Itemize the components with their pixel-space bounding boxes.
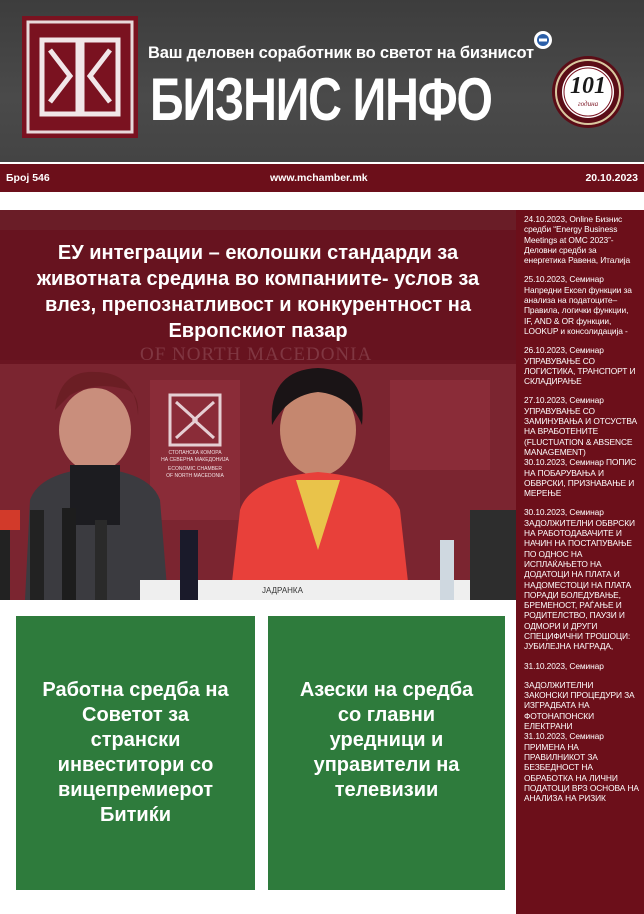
issue-number: Број 546 <box>6 172 50 184</box>
website-link[interactable]: www.mchamber.mk <box>270 172 368 184</box>
chamber-logo-icon <box>22 16 138 138</box>
event-item[interactable]: ЗАДОЛЖИТЕЛНИ ЗАКОНСКИ ПРОЦЕДУРИ ЗА ИЗГРАДБАТА НА ФОТОНАПОНСКИ ЕЛЕКТРАНИ <box>524 679 635 732</box>
tagline: Ваш деловен соработник во светот на бизнисот <box>148 44 534 62</box>
news-box-left[interactable] <box>16 616 255 890</box>
seal-number: 101 <box>570 73 606 99</box>
event-item[interactable]: 30.10.2023, Семинар ЗАДОЛЖИТЕЛНИ ОБВРСКИ НА РАБОТОДАВАЧИТЕ И НАЧИН НА ПОСТАПУВАЊЕ ПО ОДНОС НА ИСПЛАЌАЊЕТО НА ДОДАТОЦИ НА ПЛАТА И НАДОМЕСТОЦИ НА ПЛАТА ПОРАДИ БОЛЕДУВАЊЕ, БРЕМЕНОСТ, РАЃАЊЕ И РОДИТЕЛСТВО, ПАУЗИ И ОДМОРИ И ДРУГИ СПЕЦИФИЧНИ ТРОШОЦИ: ЈУБИЛЕЈНА НАГРАДА, <box>524 507 635 652</box>
issue-date: 20.10.2023 <box>585 172 638 184</box>
news-box-right[interactable] <box>268 616 505 890</box>
hero-article[interactable] <box>0 210 516 600</box>
photo-panel-line3: ECONOMIC CHAMBER <box>168 466 222 472</box>
info-bar <box>0 164 644 192</box>
brand-name: БИЗНИС ИНФО <box>150 66 492 133</box>
event-item[interactable]: 31.10.2023, Семинар ПРИМЕНА НА ПРАВИЛНИКОТ ЗА БЕЗБЕДНОСТ НА ОБРАБОТКА НА ЛИЧНИ ПОДАТОЦИ ВРЗ ОСНОВА НА АНАЛИЗА НА РИЗИК <box>524 731 639 804</box>
event-item[interactable]: 30.10.2023, Семинар ПОПИС НА ПОБАРУВАЊА И ОБВРСКИ, ПРИЗНАВАЊЕ И МЕРЕЊЕ <box>524 457 637 499</box>
anniversary-seal <box>550 54 626 130</box>
member-badge-icon <box>533 30 553 50</box>
nameplate: ЈАДРАНКА <box>262 586 303 595</box>
photo-panel-line2: НА СЕВЕРНА МАКЕДОНИЈА <box>161 457 229 463</box>
events-sidebar <box>516 210 644 914</box>
photo-panel-line1: СТОПАНСКА КОМОРА <box>168 450 222 456</box>
news-box-left-title[interactable]: Работна средба на Советот за странски инвеститори со вицепремиерот Битиќи <box>42 679 229 826</box>
event-item[interactable]: 26.10.2023, Семинар УПРАВУВАЊЕ СО ЛОГИСТИКА, ТРАНСПОРТ И СКЛАДИРАЊЕ <box>524 345 636 387</box>
event-item[interactable]: 27.10.2023, Семинар УПРАВУВАЊЕ СО ЗАМИНУВАЊА И ОТСУСТВА НА ВРАБОТЕНИТЕ (FLUCTUATION & ABSENCE MANAGEMENT) <box>524 395 638 457</box>
news-box-right-title[interactable]: Азески на средба со главни уредници и управители на телевизии <box>299 679 474 801</box>
photo-panel-line4: OF NORTH MACEDONIA <box>166 473 224 479</box>
hero-title[interactable]: ЕУ интеграции – еколошки стандарди за животната средина во компаниите- услов за влез, препознатливост и конкурентност на Европскиот пазар <box>36 242 480 342</box>
event-item[interactable]: 25.10.2023, Семинар Напредни Ексел функции за анализа на податоците– Правила, логички функции, IF, AND & OR функции, LOOKUP и консолидација - <box>524 274 632 336</box>
seal-subtitle: година <box>577 100 599 108</box>
masthead <box>0 0 644 162</box>
event-item[interactable]: 24.10.2023, Online Бизнис средби “Energy Business Meetings at OMC 2023”-Деловни средби за енергетика Равена, Италија <box>524 214 631 266</box>
event-item[interactable]: 31.10.2023, Семинар <box>524 660 604 671</box>
